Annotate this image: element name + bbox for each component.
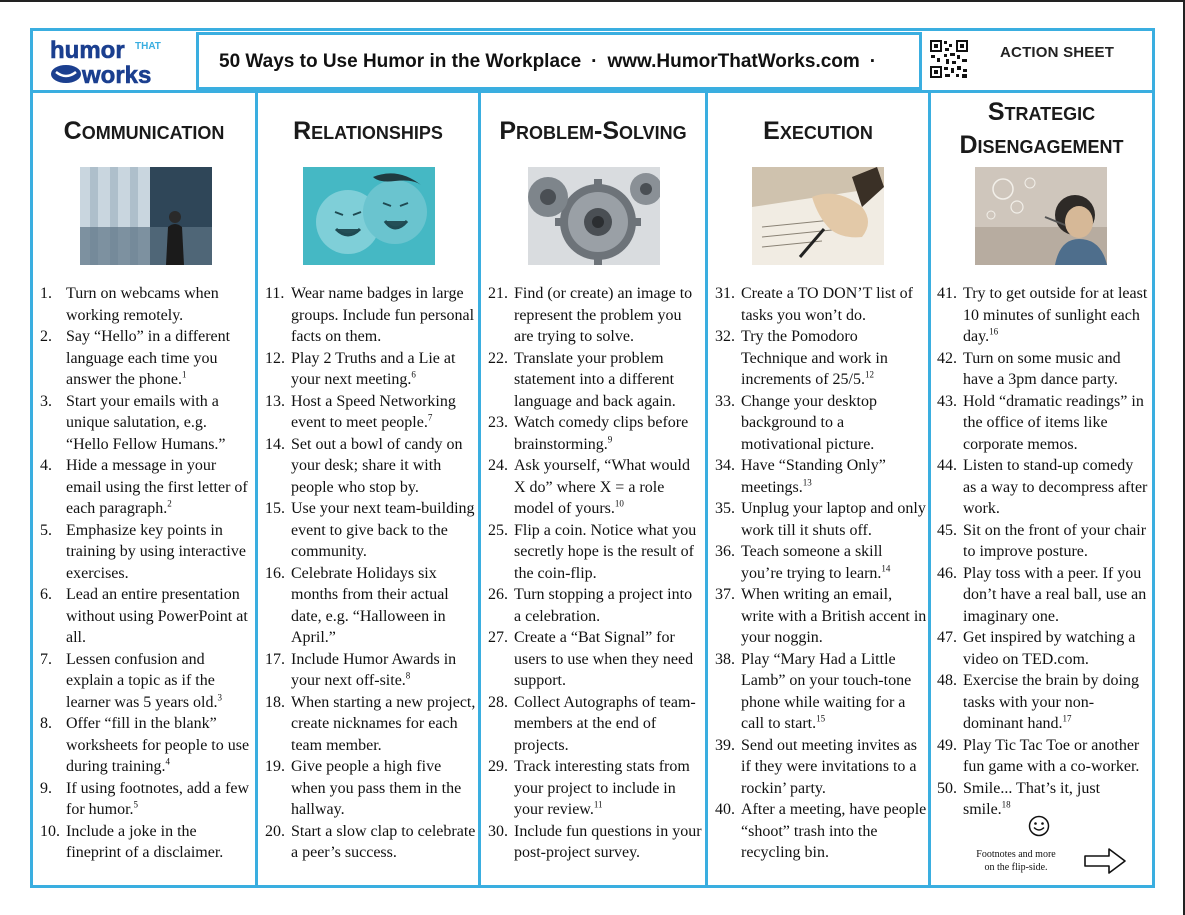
list-item: 28. Collect Autographs of team-members at the end of projects. xyxy=(488,693,696,754)
list-item: 3. Start your emails with a unique salutation, e.g. “Hello Fellow Humans.” xyxy=(40,392,226,453)
list-item: 19. Give people a high five when you pass them in the hallway. xyxy=(265,758,462,818)
list-item: 43. Hold “dramatic readings” in the office of items like corporate memos. xyxy=(937,392,1144,453)
list-item: 17. Include Humor Awards in your next off-site.$^8$ xyxy=(265,650,457,689)
list-item: 50. Smile... That’s it, just smile.$^{18}$ xyxy=(937,779,1101,818)
svg-text:humor: humor xyxy=(50,37,125,64)
list-item: 15. Use your next team-building event to give back to the community. xyxy=(265,500,475,560)
list-item: 27. Create a “Bat Signal” for users to use when they need support. xyxy=(488,629,694,689)
list-item: 18. When starting a new project, create nicknames for each team member. xyxy=(265,693,476,754)
list-item: 31. Create a TO DON’T list of tasks you won’t do. xyxy=(715,285,913,324)
list-item: 38. Play “Mary Had a Little Lamb” on your touch-tone phone while waiting for a call to start.$^{15}$ xyxy=(715,650,912,732)
list-item: 41. Try to get outside for at least 10 minutes of sunlight each day.$^{16}$ xyxy=(937,285,1148,345)
list-item: 5. Emphasize key points in training by using interactive exercises. xyxy=(40,521,246,582)
crying-babies-photo xyxy=(303,167,435,265)
humor-that-works-logo xyxy=(48,36,176,86)
list-item: 47. Get inspired by watching a video on TED.com. xyxy=(937,629,1136,668)
list-item: 25. Flip a coin. Notice what you secretly hope is the result of the coin-flip. xyxy=(488,521,697,582)
list-item: 39. Send out meeting invites as if they were invitations to a rockin’ party. xyxy=(715,736,917,797)
list-item: 29. Track interesting stats from your project to include in your review.$^{11}$ xyxy=(488,758,690,818)
list-item: 16. Celebrate Holidays six months from their actual date, e.g. “Halloween in April.” xyxy=(265,564,449,646)
column-relationships xyxy=(255,90,481,888)
list-item: 8. Offer “fill in the blank” worksheets for people to use during training.$^4$ xyxy=(40,715,250,775)
svg-text:works: works xyxy=(82,62,152,86)
website-url[interactable]: www.HumorThatWorks.com xyxy=(607,51,860,72)
list-item: 11. Wear name badges in large groups. Include fun personal facts on them. xyxy=(265,285,475,345)
list-item: 7. Lessen confusion and explain a topic as if the learner was 5 years old.$^3$ xyxy=(40,650,222,711)
list-item: 44. Listen to stand-up comedy as a way to decompress after work. xyxy=(937,457,1148,517)
list-item: 9. If using footnotes, add a few for humor.$^5$ xyxy=(40,779,250,818)
list-item: 46. Play toss with a peer. If you don’t have a real ball, use an imaginary one. xyxy=(937,564,1147,625)
svg-text:that: that xyxy=(135,41,161,52)
list-item: 12. Play 2 Truths and a Lie at your next meeting.$^6$ xyxy=(265,349,456,388)
sheet-title: 50 Ways to Use Humor in the Workplace xyxy=(219,51,582,72)
list-item: 26. Turn stopping a project into a celebration. xyxy=(488,586,693,625)
list-item: 34. Have “Standing Only” meetings.$^{13}$ xyxy=(715,457,886,496)
column-heading: Strategic Disengagement xyxy=(959,98,1124,159)
column-execution xyxy=(705,90,931,888)
list-item: 36. Teach someone a skill you’re trying to learn.$^{14}$ xyxy=(715,543,891,582)
ideas-list xyxy=(937,283,1150,821)
man-on-phone-photo xyxy=(80,167,212,265)
column-problem-solving xyxy=(478,90,708,888)
list-item: 42. Turn on some music and have a 3pm dance party. xyxy=(937,349,1121,388)
action-sheet-label: ACTION SHEET xyxy=(1000,44,1115,61)
list-item: 48. Exercise the brain by doing tasks with your non-dominant hand.$^{17}$ xyxy=(937,672,1139,732)
title-separator: · xyxy=(591,51,598,72)
list-item: 2. Say “Hello” in a different language each time you answer the phone.$^1$ xyxy=(40,328,231,388)
ideas-list xyxy=(488,283,703,864)
list-item: 37. When writing an email, write with a British accent in your noggin. xyxy=(715,586,927,646)
list-item: 13. Host a Speed Networking event to meet people.$^7$ xyxy=(265,392,456,431)
column-strategic-disengagement xyxy=(928,90,1155,888)
ideas-list xyxy=(40,283,252,864)
qr-code-icon[interactable] xyxy=(929,39,969,79)
column-heading: Execution xyxy=(763,117,873,145)
list-item: 6. Lead an entire presentation without using PowerPoint at all. xyxy=(40,586,248,646)
list-item: 14. Set out a bowl of candy on your desk; share it with people who stop by. xyxy=(265,435,463,496)
column-heading: Communication xyxy=(63,117,225,145)
list-item: 30. Include fun questions in your post-project survey. xyxy=(488,822,702,861)
list-item: 35. Unplug your laptop and only work till it shuts off. xyxy=(715,500,926,539)
column-heading: Problem-Solving xyxy=(499,117,687,145)
list-item: 24. Ask yourself, “What would X do” where X = a role model of yours.$^{10}$ xyxy=(488,457,690,517)
list-item: 10. Include a joke in the fineprint of a disclaimer. xyxy=(40,822,224,861)
list-item: 22. Translate your problem statement into a different language and back again. xyxy=(488,349,676,410)
footnotes-note: Footnotes and more on the flip-side. xyxy=(976,849,1056,873)
list-item: 23. Watch comedy clips before brainstorming.$^9$ xyxy=(488,414,689,453)
column-communication xyxy=(30,90,258,888)
writing-hand-photo xyxy=(752,167,884,265)
gears-photo xyxy=(528,167,660,265)
list-item: 4. Hide a message in your email using the first letter of each paragraph.$^2$ xyxy=(40,457,248,517)
page-top-edge xyxy=(0,0,1185,2)
ideas-list xyxy=(265,283,477,864)
list-item: 32. Try the Pomodoro Technique and work in increments of 25/5.12 xyxy=(715,328,888,388)
right-arrow-icon[interactable] xyxy=(1083,847,1127,875)
title-separator-end: · xyxy=(869,51,877,72)
ideas-list xyxy=(715,283,927,864)
list-item: 45. Sit on the front of your chair to improve posture. xyxy=(937,521,1147,560)
title-bar xyxy=(196,32,922,90)
list-item: 40. After a meeting, have people “shoot” trash into the recycling bin. xyxy=(715,801,927,861)
list-item: 33. Change your desktop background to a motivational picture. xyxy=(715,392,877,453)
smiley-face-icon xyxy=(1028,815,1050,837)
list-item: 49. Play Tic Tac Toe or another fun game with a co-worker. xyxy=(937,736,1140,775)
child-blowing-bubbles-photo xyxy=(975,167,1107,265)
list-item: 1. Turn on webcams when working remotely. xyxy=(40,285,219,324)
list-item: 20. Start a slow clap to celebrate a peer’s success. xyxy=(265,822,476,861)
list-item: 21. Find (or create) an image to represent the problem you are trying to solve. xyxy=(488,285,693,345)
column-heading: Relationships xyxy=(293,117,443,145)
